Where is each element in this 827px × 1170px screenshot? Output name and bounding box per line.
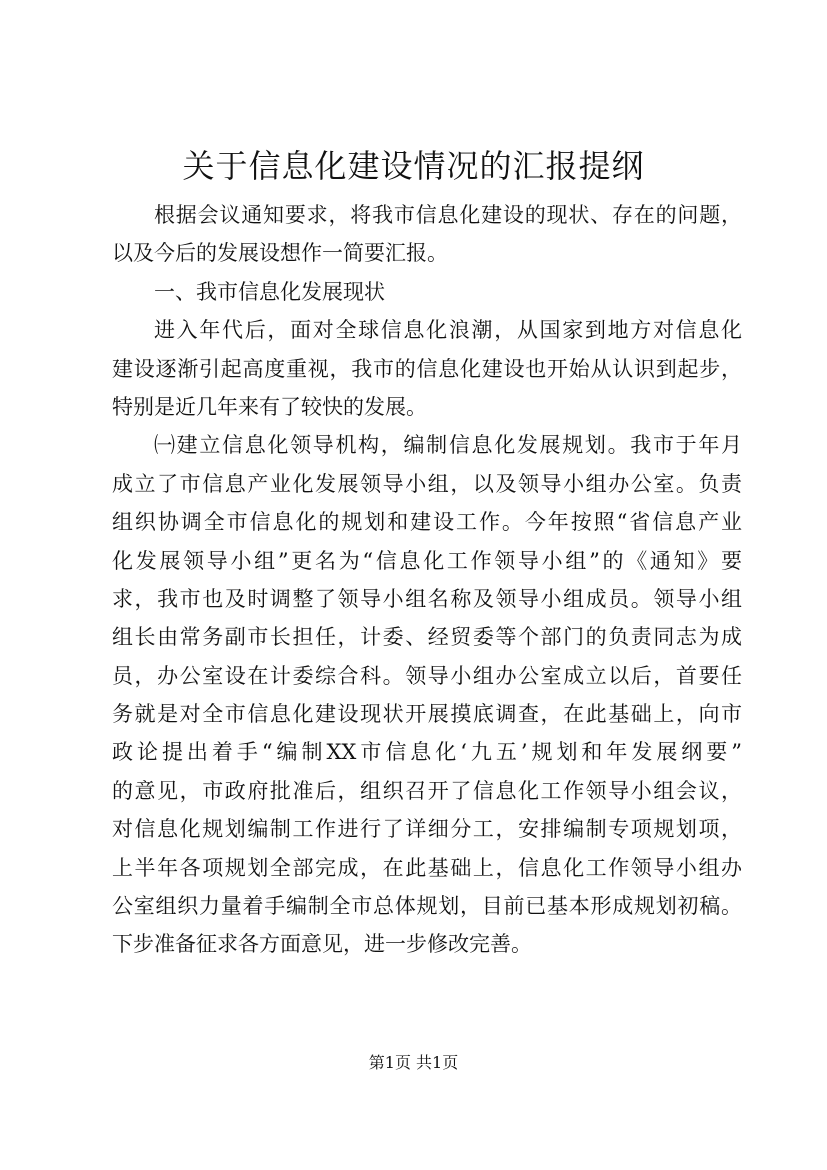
paragraph-line: 公室组织力量着手编制全市总体规划，目前已基本形成规划初稿。 [112, 894, 742, 919]
paragraph-line: 对信息化规划编制工作进行了详细分工，安排编制专项规划项， [112, 817, 742, 842]
section-heading: 一、我市信息化发展现状 [154, 279, 385, 304]
paragraph-line: 成立了市信息产业化发展领导小组，以及领导小组办公室。负责 [112, 471, 742, 496]
paragraph-line: 组织协调全市信息化的规划和建设工作。今年按照“省信息产业 [112, 510, 742, 535]
paragraph-line: 的意见，市政府批准后，组织召开了信息化工作领导小组会议， [112, 778, 742, 803]
paragraph-line: 建设逐渐引起高度重视，我市的信息化建设也开始从认识到起步， [112, 356, 742, 381]
page-footer: 第1页 共1页 [368, 1053, 459, 1072]
paragraph-line: 化发展领导小组”更名为“信息化工作领导小组”的《通知》要 [112, 548, 742, 573]
paragraph-line: ㈠建立信息化领导机构，编制信息化发展规划。我市于年月 [154, 433, 742, 458]
document-body [112, 196, 742, 964]
paragraph-line: 上半年各项规划全部完成，在此基础上，信息化工作领导小组办 [112, 855, 742, 880]
document-title: 关于信息化建设情况的汇报提纲 [182, 147, 645, 185]
paragraph-line: 员，办公室设在计委综合科。领导小组办公室成立以后，首要任 [112, 663, 742, 688]
paragraph-line: 务就是对全市信息化建设现状开展摸底调查，在此基础上，向市 [112, 702, 742, 727]
paragraph-line: 组长由常务副市长担任，计委、经贸委等个部门的负责同志为成 [112, 625, 742, 650]
paragraph-line: 下步准备征求各方面意见，进一步修改完善。 [112, 932, 532, 957]
paragraph-line: 以及今后的发展设想作一简要汇报。 [112, 241, 448, 266]
paragraph-line: 根据会议通知要求，将我市信息化建设的现状、存在的问题， [154, 203, 742, 227]
paragraph-line: 进入年代后，面对全球信息化浪潮，从国家到地方对信息化 [154, 318, 742, 343]
paragraph-line: 求，我市也及时调整了领导小组名称及领导小组成员。领导小组 [112, 586, 742, 611]
paragraph-line: 政论提出着手“编制XX市信息化‘九五’规划和年发展纲要” [112, 740, 742, 765]
paragraph-line: 特别是近几年来有了较快的发展。 [112, 394, 427, 419]
